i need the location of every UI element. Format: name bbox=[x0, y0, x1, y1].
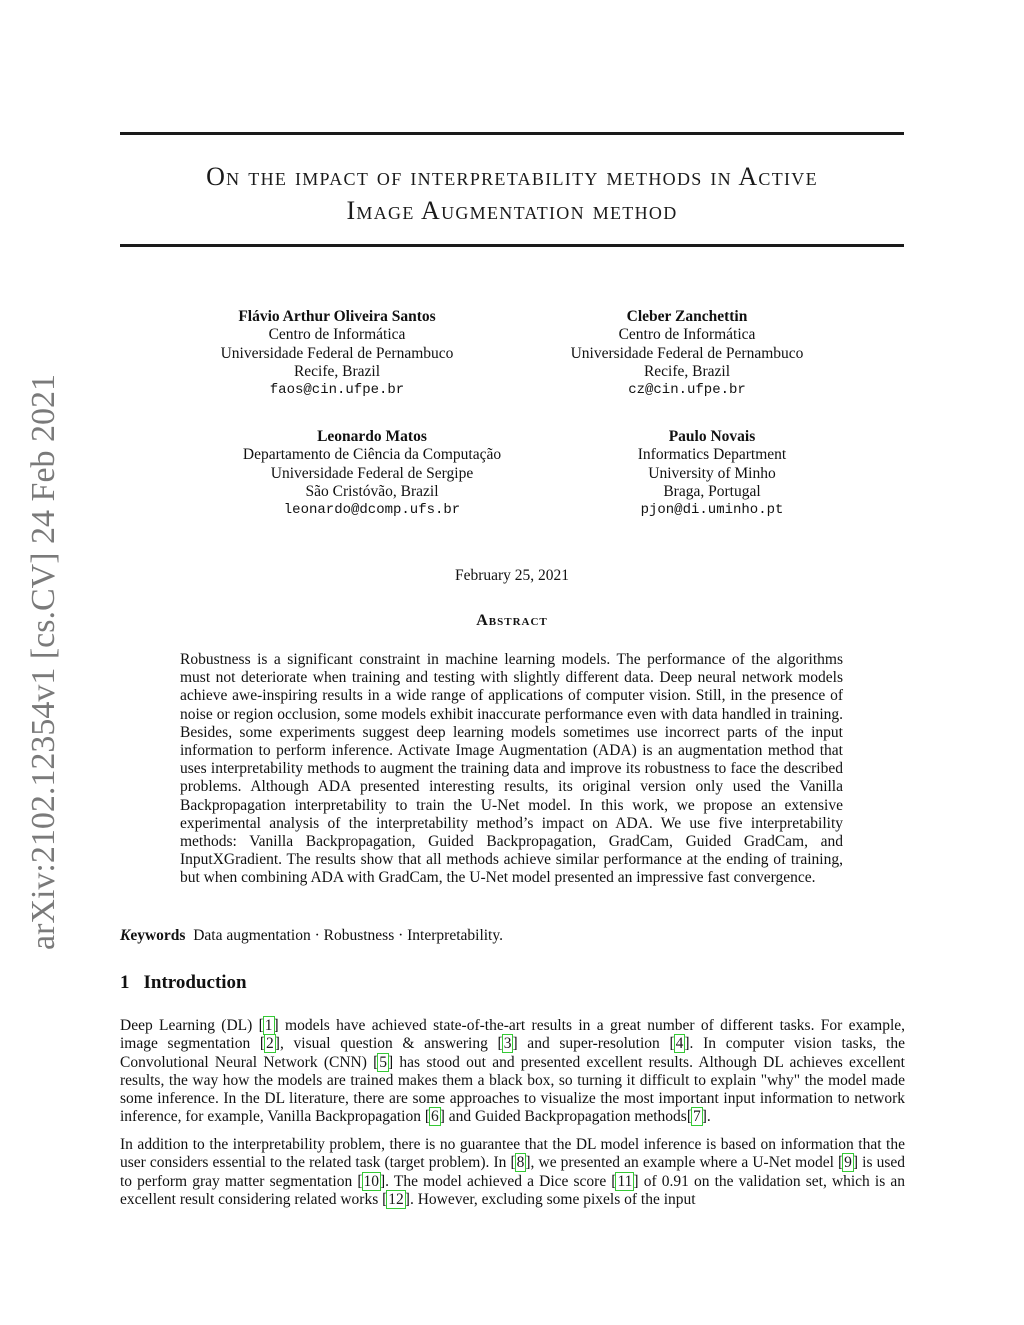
para-text: In addition to the interpretability problem, there is no guarantee that the DL model inference is based on information that the user considers essential to the related task (target problem). In [ bbox=[120, 1136, 905, 1172]
title-line-1: On the impact of interpretability methods in Active bbox=[206, 162, 818, 191]
para-text: ]. In computer vision tasks, the Convolutional Neural Network (CNN) [ bbox=[120, 1035, 905, 1071]
para-text: Deep Learning (DL) [ bbox=[120, 1017, 264, 1034]
citation-link[interactable]: 6 bbox=[431, 1108, 439, 1126]
author-location: Recife, Brazil bbox=[293, 362, 381, 380]
author-institution: Universidade Federal de Pernambuco bbox=[570, 344, 804, 362]
author-block-matos bbox=[207, 428, 537, 519]
citation-link[interactable]: 10 bbox=[363, 1172, 379, 1190]
intro-paragraph-1 bbox=[120, 1017, 905, 1127]
author-email[interactable]: leonardo@dcomp.ufs.br bbox=[283, 502, 461, 519]
author-email[interactable]: pjon@di.uminho.pt bbox=[640, 502, 784, 519]
abstract-text: Robustness is a significant constraint in machine learning models. The performance of the algorithms must not deteriorate when training and testing with slightly different data. Deep neural network models achieve awe-inspiring results in a wide range of applications of computer vision. Still, in the presence of noise or region occlusion, some models exhibit inaccurate performance even with data handled in training. Besides, some experiments suggest deep learning models sometimes use incorrect parts of the input information to perform inference. Activate Image Augmentation (ADA) is an augmentation method that uses interpretability methods to augment the training data and improve its robustness to face the described problems. Although ADA presented interesting results, its original version only used the Vanilla Backpropagation interpretability to train the U-Net model. In this work, we propose an extensive experimental analysis of the interpretability method’s impact on ADA. We use five interpretability methods: Vanilla Backpropagation, Guided Backpropagation, GradCam, Guided GradCam, and InputXGradient. The results show that all methods achieve similar performance at the ending of training, but when combining ADA with GradCam, the U-Net model presented an impressive fast convergence. bbox=[180, 651, 843, 887]
keywords-label-rest: eywords bbox=[130, 927, 186, 944]
author-block-santos bbox=[172, 308, 502, 399]
author-name: Paulo Novais bbox=[668, 428, 756, 445]
section-title: Introduction bbox=[143, 972, 247, 993]
citation-link[interactable]: 4 bbox=[675, 1035, 684, 1053]
para-text: ], we presented an example where a U-Net model [ bbox=[525, 1154, 844, 1172]
author-department: Informatics Department bbox=[637, 446, 787, 464]
author-department: Centro de Informática bbox=[268, 326, 406, 344]
para-text: ] of 0.91 on the validation set, which is an excellent result considering related works [ bbox=[120, 1172, 906, 1208]
citation-link[interactable]: 3 bbox=[503, 1035, 512, 1053]
title-bottom-rule bbox=[120, 244, 904, 247]
para-text: ]. The model achieved a Dice score [ bbox=[380, 1172, 617, 1190]
citation-link[interactable]: 12 bbox=[388, 1190, 404, 1208]
author-email[interactable]: faos@cin.ufpe.br bbox=[269, 382, 405, 399]
intro-paragraph-2 bbox=[120, 1136, 905, 1209]
para-text: ] and super-resolution [ bbox=[512, 1035, 675, 1053]
keywords-label-initial: K bbox=[120, 927, 131, 944]
author-department: Centro de Informática bbox=[618, 326, 756, 344]
abstract-heading: Abstract bbox=[476, 612, 548, 629]
author-block-novais bbox=[547, 428, 877, 519]
para-text: ]. However, excluding some pixels of the input bbox=[404, 1190, 696, 1208]
para-text: ], visual question & answering [ bbox=[274, 1035, 503, 1053]
title-top-rule bbox=[120, 132, 904, 135]
author-location: Recife, Brazil bbox=[643, 362, 731, 380]
title-line-2: Image Augmentation method bbox=[346, 196, 678, 225]
author-location: Braga, Portugal bbox=[663, 482, 761, 500]
para-text: ]. bbox=[701, 1108, 711, 1126]
citation-link[interactable]: 7 bbox=[693, 1108, 701, 1126]
section-number: 1 bbox=[120, 972, 130, 993]
citation-link[interactable]: 11 bbox=[617, 1172, 633, 1190]
para-text: ] has stood out and presented excellent results. Although DL achieves excellent results, the way how the models are trained makes them a black box, so turning it difficult to explain "why" the model made some inference. In the DL literature, there are some approaches to visualize the most important input information to network inference, for example, Vanilla Backpropagation [ bbox=[120, 1053, 905, 1126]
keywords-label bbox=[120, 927, 185, 944]
author-name: Cleber Zanchettin bbox=[626, 308, 748, 325]
para-text: ] models have achieved state-of-the-art results in a great number of different tasks. For example, image segmentation [ bbox=[120, 1017, 906, 1053]
keywords-line bbox=[120, 927, 904, 945]
citation-link[interactable]: 5 bbox=[379, 1053, 388, 1071]
author-location: São Cristóvão, Brazil bbox=[305, 482, 439, 500]
citation-link[interactable]: 8 bbox=[516, 1154, 525, 1172]
arxiv-identifier-stamp: arXiv:2102.12354v1 [cs.CV] 24 Feb 2021 bbox=[25, 373, 62, 950]
paper-title bbox=[120, 160, 904, 228]
author-block-zanchettin bbox=[522, 308, 852, 399]
author-institution: University of Minho bbox=[648, 464, 776, 482]
author-institution: Universidade Federal de Sergipe bbox=[270, 464, 474, 482]
author-institution: Universidade Federal de Pernambuco bbox=[220, 344, 454, 362]
para-text: ] and Guided Backpropagation methods[ bbox=[439, 1108, 693, 1126]
keywords-text: Data augmentation · Robustness · Interpretability. bbox=[193, 927, 503, 944]
author-department: Departamento de Ciência da Computação bbox=[242, 446, 502, 464]
author-name: Leonardo Matos bbox=[317, 428, 427, 445]
citation-link[interactable]: 2 bbox=[266, 1035, 274, 1053]
author-email[interactable]: cz@cin.ufpe.br bbox=[628, 382, 746, 399]
author-name: Flávio Arthur Oliveira Santos bbox=[238, 308, 436, 325]
citation-link[interactable]: 1 bbox=[264, 1017, 273, 1034]
section-heading-introduction bbox=[120, 972, 247, 994]
para-text: ] is used to perform gray matter segmentation [ bbox=[120, 1154, 906, 1190]
publication-date: February 25, 2021 bbox=[454, 567, 570, 584]
citation-link[interactable]: 9 bbox=[844, 1154, 852, 1172]
